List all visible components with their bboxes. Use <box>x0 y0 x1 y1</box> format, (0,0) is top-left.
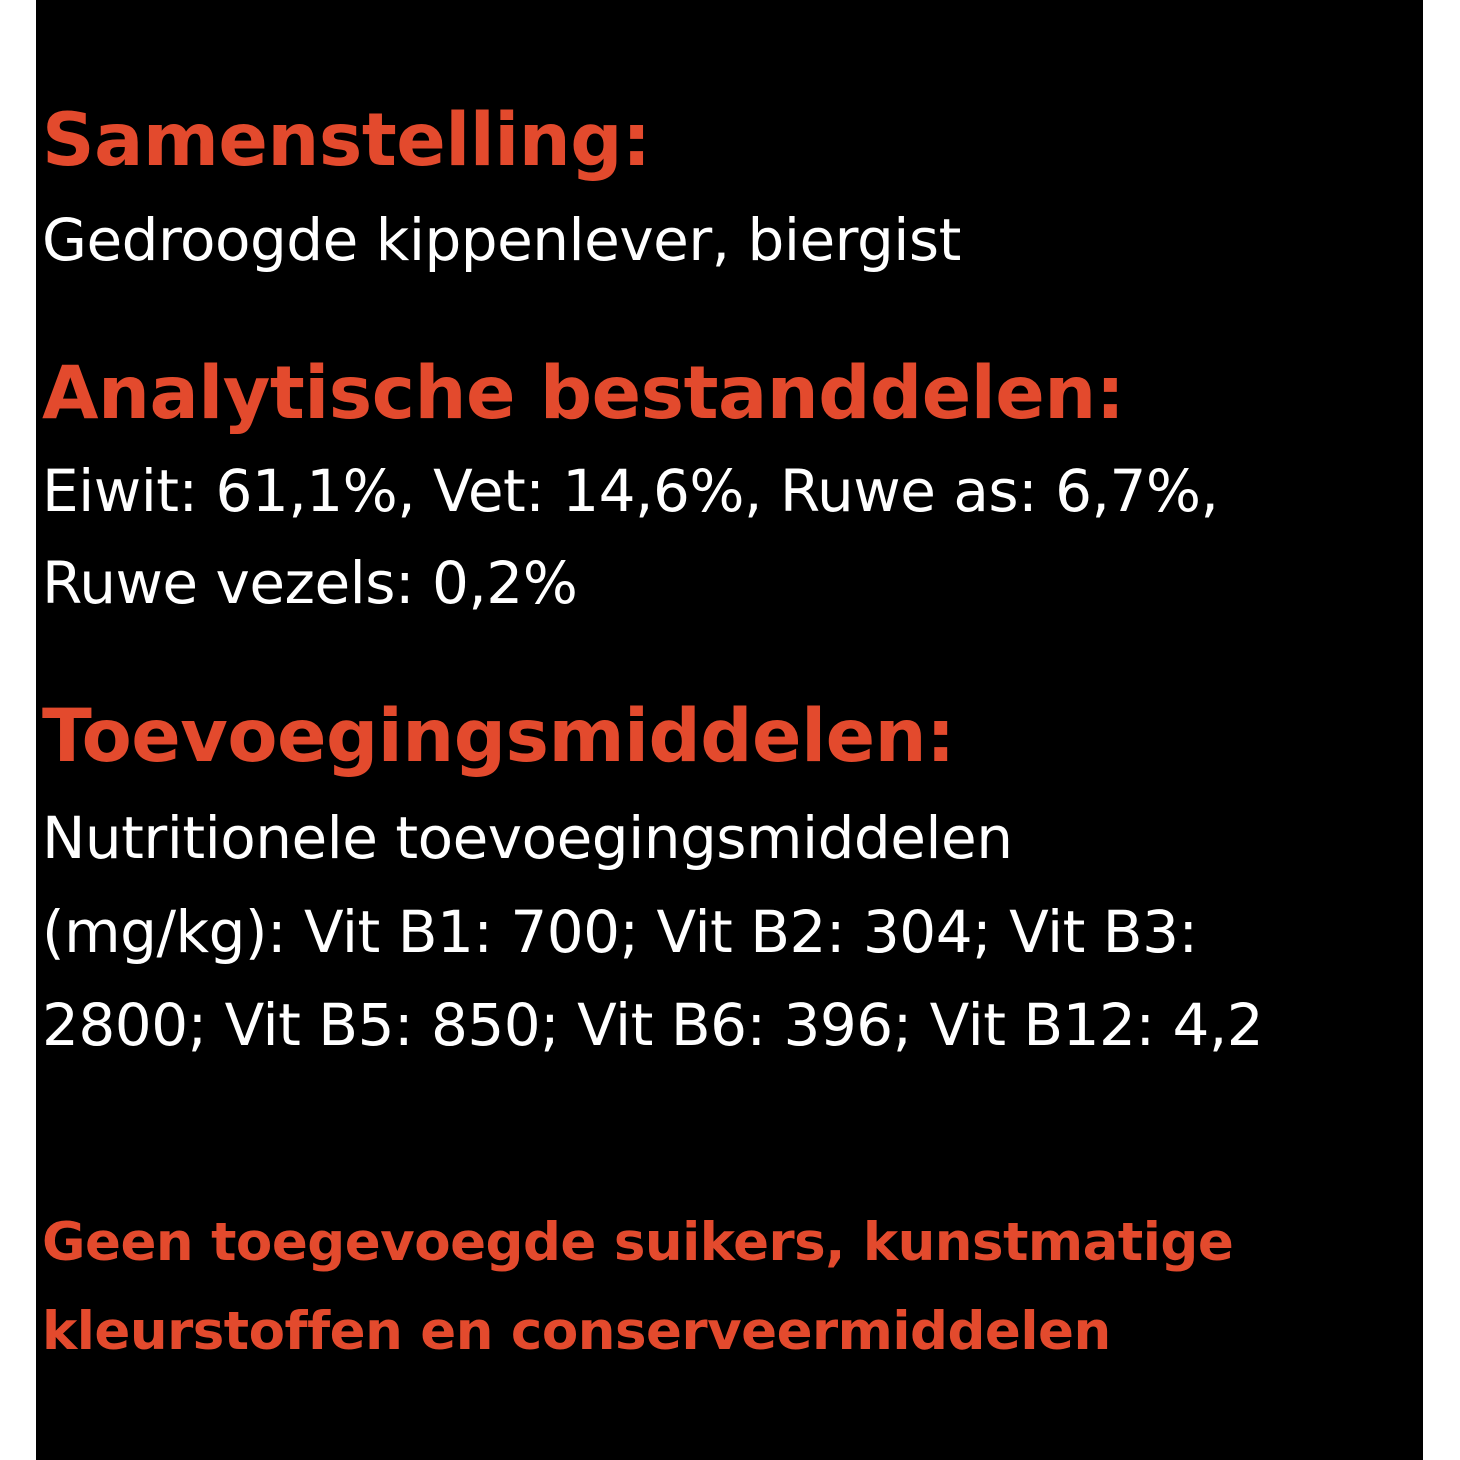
analytical-text-line-1: Eiwit: 61,1%, Vet: 14,6%, Ruwe as: 6,7%, <box>42 457 1219 525</box>
footer-line-1: Geen toegevoegde suikers, kunstmatige <box>42 1212 1234 1273</box>
analytical-heading: Analytische bestanddelen: <box>42 351 1125 436</box>
label-panel <box>36 0 1423 1460</box>
additives-heading: Toevoegingsmiddelen: <box>42 694 955 779</box>
additives-text-line-1: Nutritionele toevoegingsmiddelen <box>42 804 1013 872</box>
additives-text-line-2: (mg/kg): Vit B1: 700; Vit B2: 304; Vit B3: <box>42 898 1198 966</box>
composition-heading: Samenstelling: <box>42 98 651 183</box>
composition-text: Gedroogde kippenlever, biergist <box>42 206 961 274</box>
additives-text-line-3: 2800; Vit B5: 850; Vit B6: 396; Vit B12: 4,2 <box>42 991 1264 1059</box>
analytical-text-line-2: Ruwe vezels: 0,2% <box>42 549 578 617</box>
footer-line-2: kleurstoffen en conserveermiddelen <box>42 1301 1111 1362</box>
